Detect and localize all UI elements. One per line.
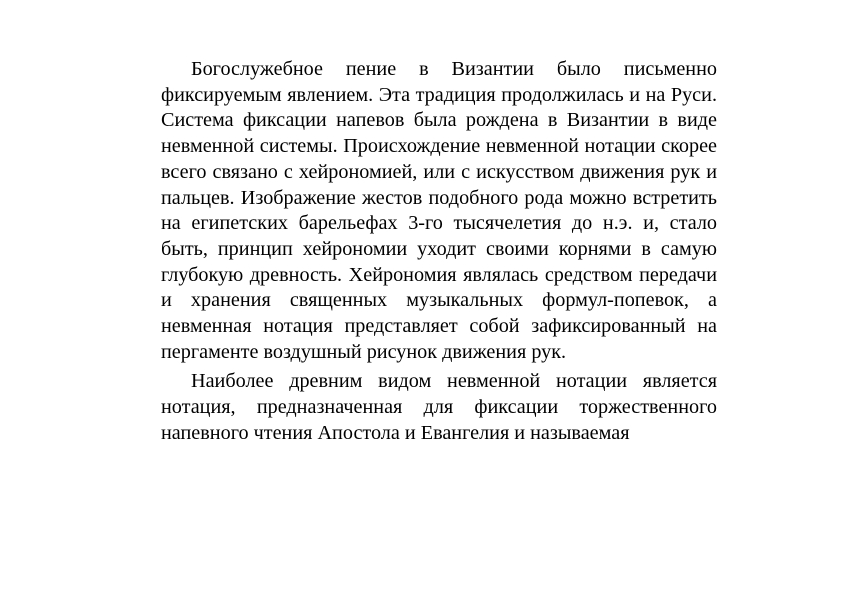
paragraph-2: Наиболее древним видом невменной нотации является нотация, предназначенная для фиксации торжественного напевного чтения Апостола и Евангелия и называемая bbox=[161, 370, 717, 444]
paragraph-1: Богослужебное пение в Византии было письменно фиксируемым явлением. Эта традиция продолжилась и на Руси. Система фиксации напевов была рождена в Византии в виде невменной системы. Происхождение невменной нотации скорее всего связано с хейрономией, или с искусством движения рук и пальцев. Изображение жестов подобного рода можно встретить на египетских барельефах 3-го тысячелетия до н.э. и, стало быть, принцип хейрономии уходит своими корнями в самую глубокую древность. Хейрономия являлась средством передачи и хранения священных музыкальных формул-попевок, а невменная нотация представляет собой зафиксированный на пергаменте воздушный рисунок движения рук. bbox=[161, 58, 717, 363]
text-block bbox=[161, 57, 717, 447]
